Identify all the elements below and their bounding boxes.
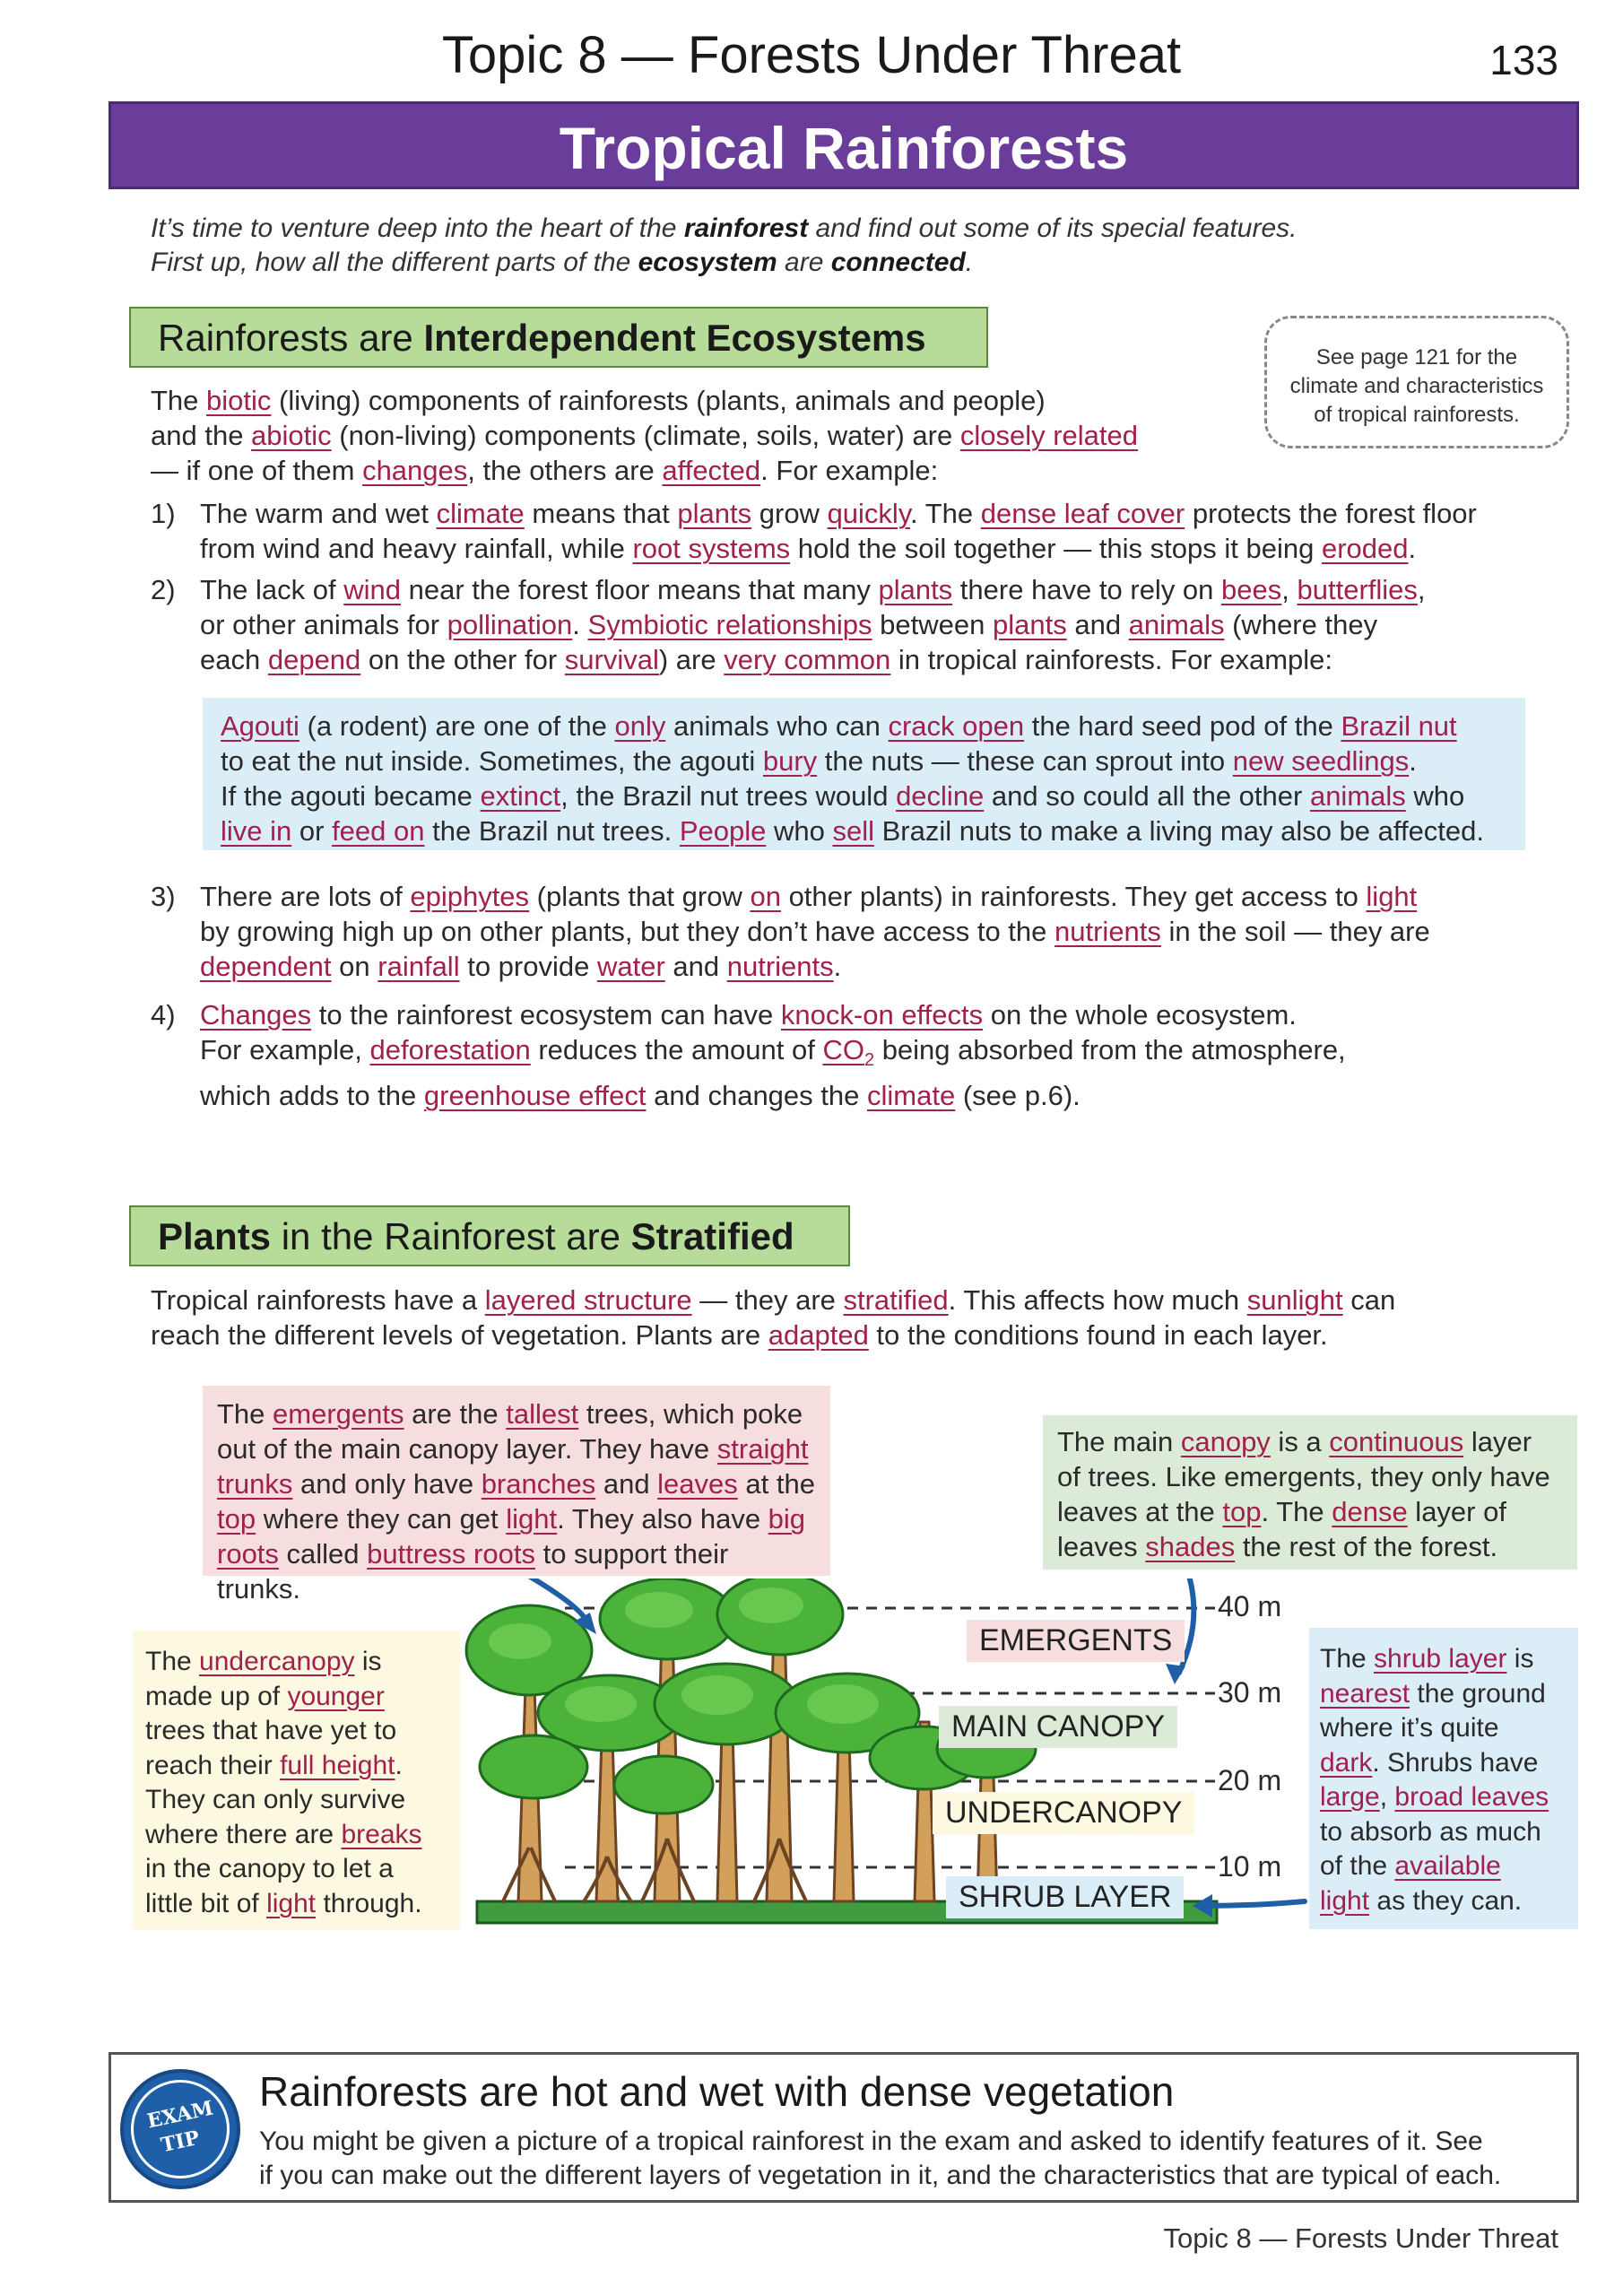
height-label-20m: 20 m bbox=[1218, 1764, 1282, 1796]
section1-paragraph: The biotic (living) components of rainforests (plants, animals and people) and the abiotic (non-living) components (climate, soils, water) are closely related — if one of them changes, the others are affected. For example: bbox=[151, 385, 1139, 486]
label-main-canopy: MAIN CANOPY bbox=[939, 1706, 1177, 1748]
intro-text: It’s time to venture deep into the heart of the rainforest and find out some of its special features. First up, how all the different parts of the ecosystem are connected. bbox=[151, 213, 1298, 277]
topic-header: Topic 8 — Forests Under Threat bbox=[441, 26, 1182, 84]
page-title: Tropical Rainforests bbox=[108, 101, 1579, 189]
emergents-description-box: The emergents are the tallest trees, which poke out of the main canopy layer. They have straight trunks and only have branches and leaves at the top where they can get light. They also have big roots called buttress roots to support their trunks. bbox=[203, 1386, 830, 1576]
list-item: 3) There are lots of epiphytes (plants that grow on other plants) in rainforests. They get access to light by growing high up on other plants, but they don’t have access to the nutrients in the soil — they are dependent on rainfall to provide water and nutrients. bbox=[151, 881, 1430, 982]
height-label-40m: 40 m bbox=[1218, 1590, 1282, 1622]
page-reference-note: See page 121 for the climate and characteristics of tropical rainforests. bbox=[1264, 316, 1569, 448]
exam-tip-heading: Rainforests are hot and wet with dense vegetation bbox=[259, 2068, 1175, 2115]
label-shrub-layer: SHRUB LAYER bbox=[946, 1876, 1184, 1918]
exam-tip-box bbox=[108, 2052, 1579, 2203]
section-heading-stratified: Plants in the Rainforest are Stratified bbox=[129, 1205, 850, 1266]
section-heading-interdependent: Rainforests are Interdependent Ecosystems bbox=[129, 307, 988, 368]
label-emergents: EMERGENTS bbox=[967, 1620, 1185, 1662]
list-item: 2) The lack of wind near the forest floor means that many plants there have to rely on bees, butterflies, or other animals for pollination. Symbiotic relationships between plants and animals (where they each depend on the other for survival) are very common in tropical rainforests. For example: bbox=[151, 574, 1426, 675]
page-number: 133 bbox=[1489, 37, 1558, 83]
exam-tip-badge-icon: EXAM TIP bbox=[120, 2069, 240, 2189]
section2-paragraph: Tropical rainforests have a layered structure — they are stratified. This affects how much sunlight can reach the different levels of vegetation. Plants are adapted to the conditions found in each layer. bbox=[151, 1284, 1396, 1351]
label-undercanopy: UNDERCANOPY bbox=[933, 1792, 1194, 1834]
height-label-30m: 30 m bbox=[1218, 1676, 1282, 1709]
undercanopy-crown bbox=[614, 1756, 713, 1813]
list-item: 1) The warm and wet climate means that plants grow quickly. The dense leaf cover protects the forest floor from wind and heavy rainfall, while root systems hold the soil together — this stops it being eroded. bbox=[151, 498, 1477, 564]
exam-tip-text: You might be given a picture of a tropical rainforest in the exam and asked to identify features of it. See if you can make out the different layers of vegetation in it, and the characteristics that are typical of each. bbox=[259, 2126, 1502, 2190]
undercanopy-crown bbox=[480, 1735, 587, 1798]
list-item: 4) Changes to the rainforest ecosystem can have knock-on effects on the whole ecosystem. For example, deforestation reduces the amount of $CO_2$ being absorbed from the atmosphere, which adds to the greenhouse effect and changes the climate (see p.6). bbox=[151, 999, 1346, 1112]
height-label-10m: 10 m bbox=[1218, 1850, 1282, 1883]
page-footer: Topic 8 — Forests Under Threat bbox=[1163, 2222, 1558, 2254]
shrub-layer-description-box: The shrub layer is nearest the ground where it’s quite dark. Shrubs have large, broad leaves to absorb as much of the available light as they can. bbox=[1309, 1628, 1578, 1929]
agouti-example-box: Agouti (a rodent) are one of the only animals who can crack open the hard seed pod of the Brazil nut to eat the nut inside. Sometimes, the agouti bury the nuts — these can sprout into new seedlings. If the agouti became extinct, the Brazil nut trees would decline and so could all the other animals who live in or feed on the Brazil nut trees. People who sell Brazil nuts to make a living may also be affected. bbox=[203, 698, 1525, 850]
main-canopy-description-box: The main canopy is a continuous layer of trees. Like emergents, they only have leaves at the top. The dense layer of leaves shades the rest of the forest. bbox=[1043, 1415, 1577, 1570]
undercanopy-description-box: The undercanopy is made up of younger trees that have yet to reach their full height. They can only survive where there are breaks in the canopy to let a little bit of light through. bbox=[133, 1631, 460, 1930]
